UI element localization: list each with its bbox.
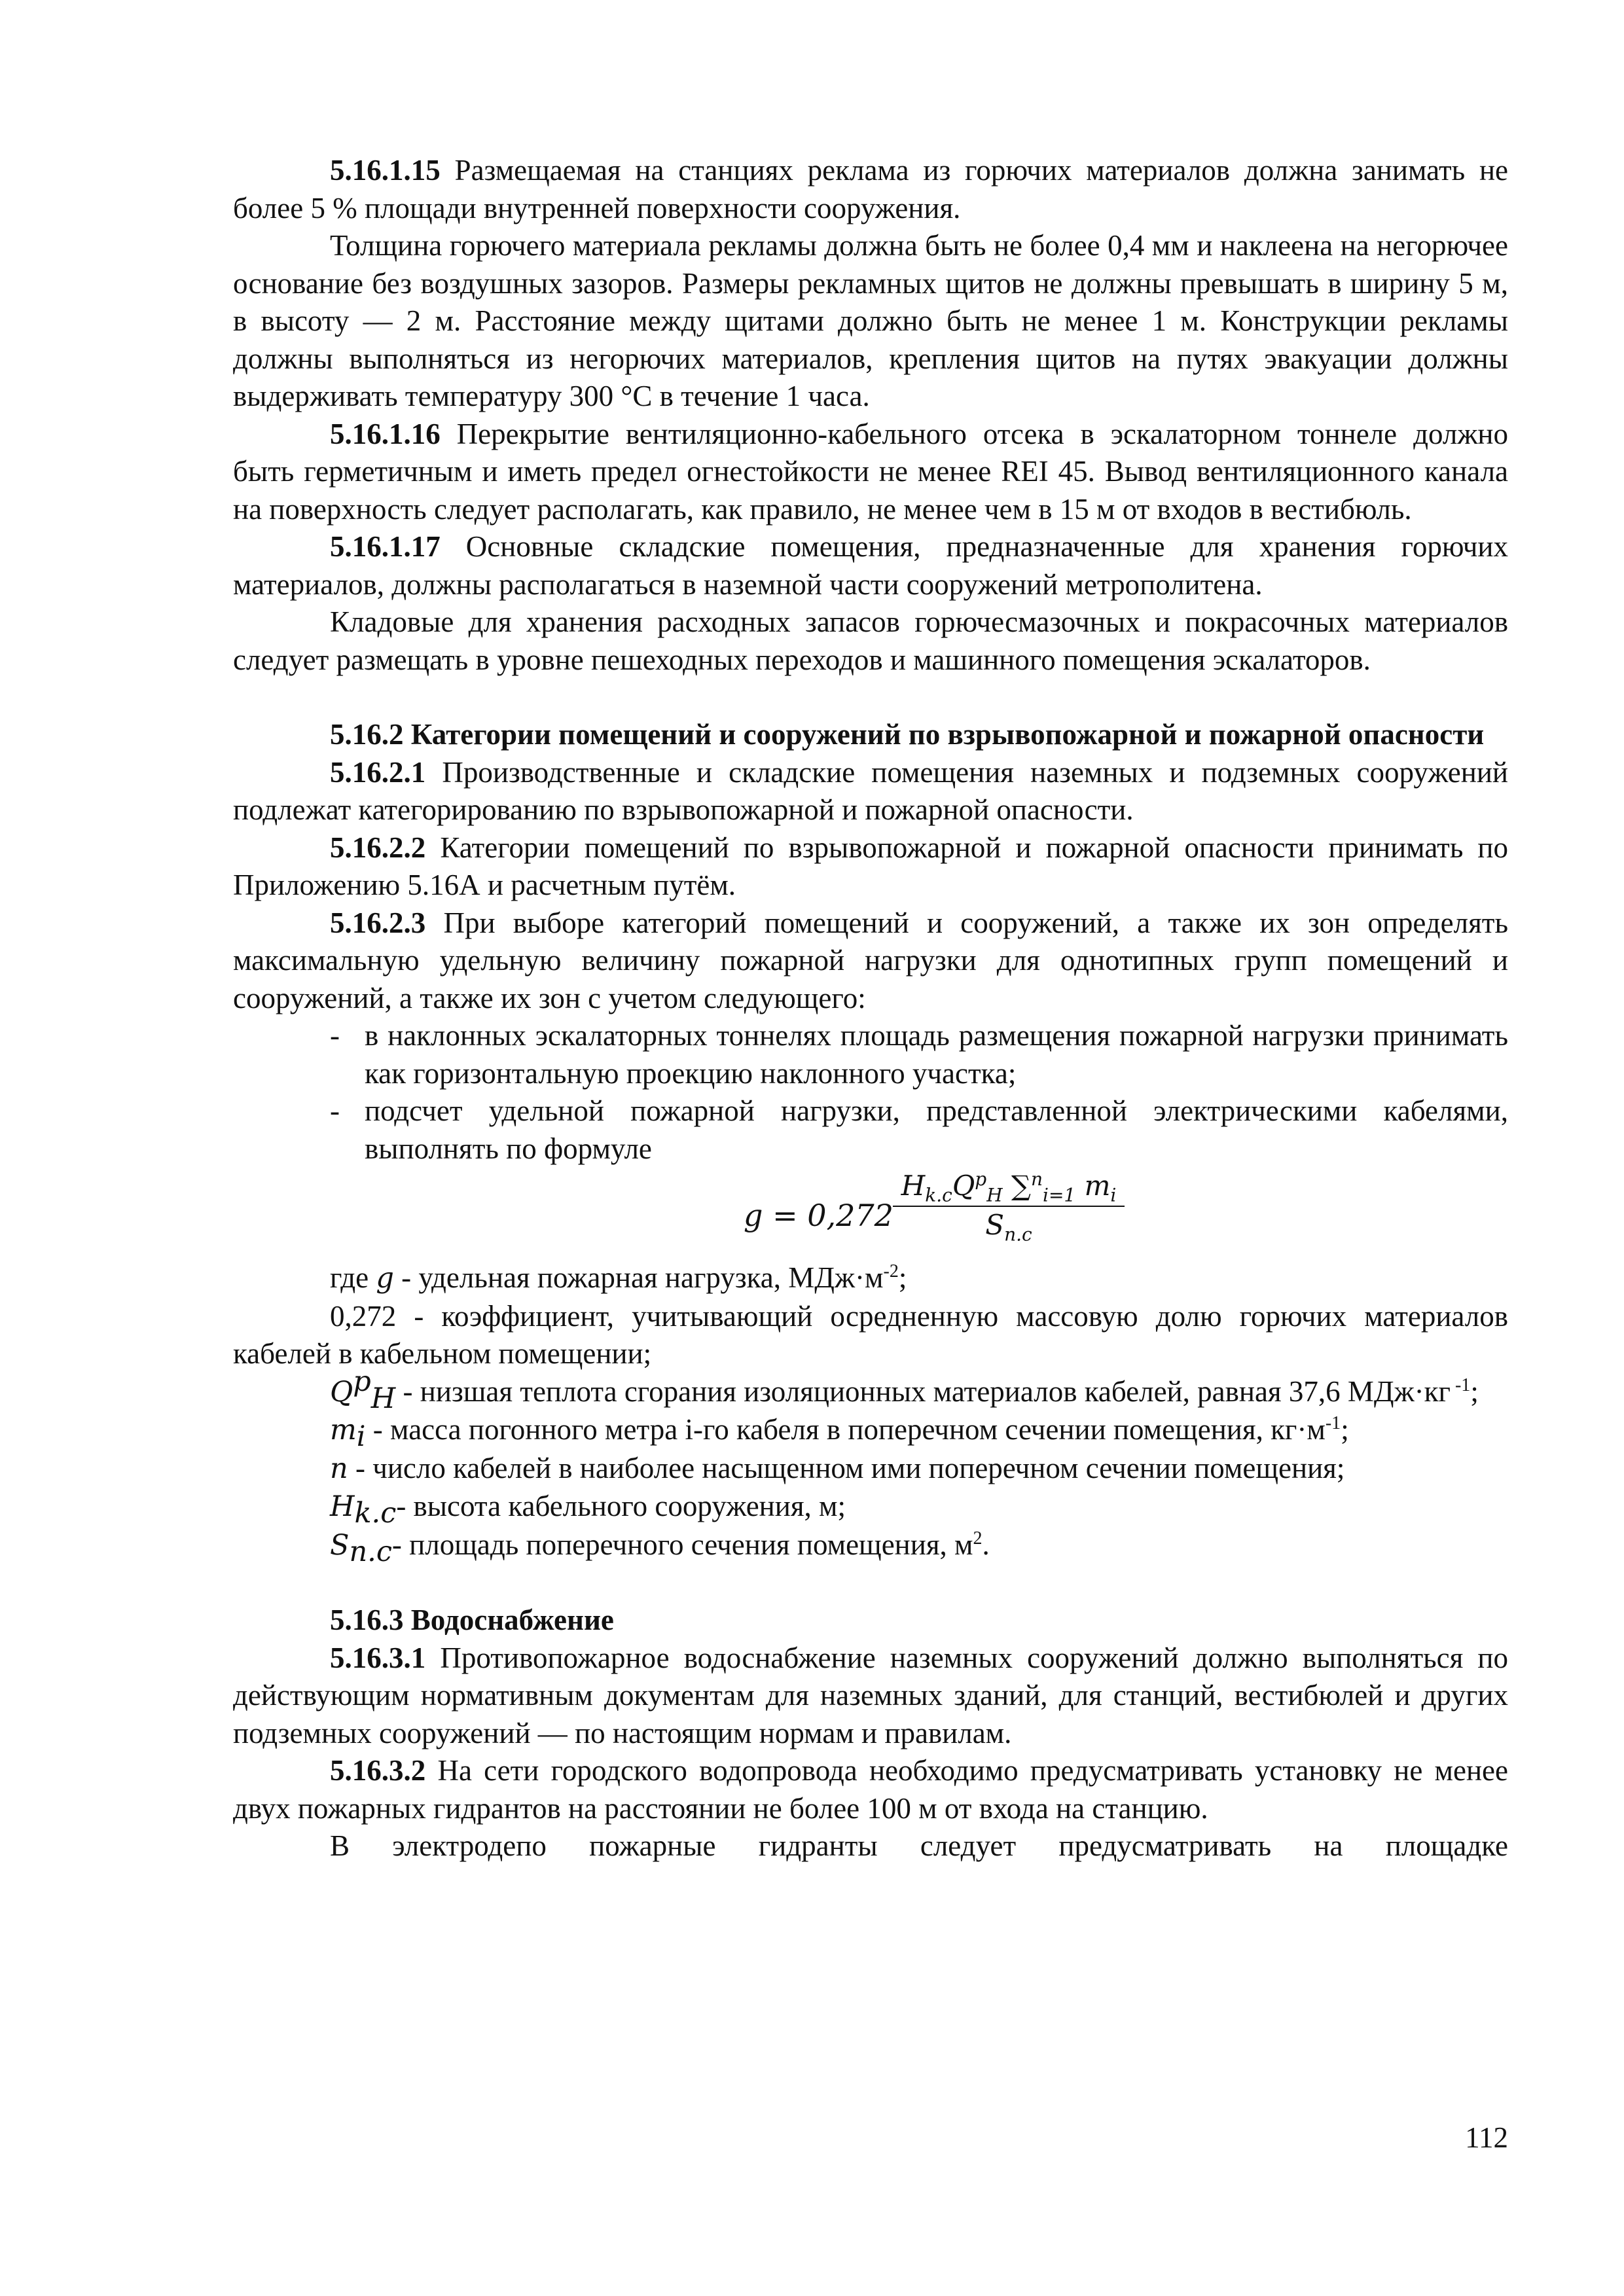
- page-number: 112: [1465, 2121, 1508, 2154]
- list-item: - в наклонных эскалаторных тоннелях площадь размещения пожарной нагрузки принимать как горизонтальную проекцию наклонного участка;: [233, 1017, 1508, 1092]
- list-item: - подсчет удельной пожарной нагрузки, представленной электрическими кабелями, выполнять по формуле: [233, 1092, 1508, 1168]
- paragraph-5-16-2-2: [233, 829, 1508, 905]
- definition-s: $S_{п.с}-$ площадь поперечного сечения помещения, $м^2$.: [330, 1528, 990, 1568]
- paragraph-text: Кладовые для хранения расходных запасов горючесмазочных и покрасочных материалов следует размещать в уровне пешеходных переходов и машинного помещения эскалаторов.: [233, 605, 1508, 676]
- definition-coefficient: 0,272 - коэффициент, учитывающий осредненную массовую долю горючих материалов кабелей в кабельном помещении;: [233, 1299, 1508, 1370]
- clause-number: 5.16.2.3: [330, 906, 426, 939]
- section-heading-5-16-3: 5.16.3 Водоснабжение: [330, 1604, 614, 1636]
- paragraph-storerooms: [233, 603, 1508, 679]
- list-dash: -: [330, 1019, 340, 1052]
- clause-number: 5.16.2.2: [330, 831, 426, 864]
- paragraph-5-16-2-3: [233, 905, 1508, 1018]
- paragraph-text: Толщина горючего материала рекламы должна быть не более 0,4 мм и наклеена на негорючее основание без воздушных зазоров. Размеры рекламных щитов не должны превышать в ширину 5 м, в высоту — 2 м. Расстояние между щитами должно быть не менее 1 м. Конструкции рекламы должны выполняться из негорючих материалов, крепления щитов на путях эвакуации должны выдерживать температуру 300 °С в течение 1 часа.: [233, 229, 1508, 412]
- paragraph-text: Противопожарное водоснабжение наземных сооружений должно выполняться по действующим нормативным документам для наземных зданий, для станций, вестибюлей и других подземных сооружений — по настоящим нормам и правилам.: [233, 1641, 1508, 1749]
- spacer: [233, 679, 1508, 716]
- paragraph-advertising-thickness: [233, 227, 1508, 416]
- paragraph-5-16-1-15: [233, 152, 1508, 227]
- definition-h: $H_{k.c}-$ высота кабельного сооружения, м;: [330, 1490, 846, 1530]
- paragraph-text: При выборе категорий помещений и сооружений, а также их зон определять максимальную удельную величину пожарной нагрузки для однотипных групп помещений и сооружений, а также их зон с учетом следующего:: [233, 906, 1508, 1014]
- clause-number: 5.16.3.1: [330, 1641, 426, 1674]
- definition-g: где g - удельная пожарная нагрузка, $МДж\cdot м^{-2}$;: [330, 1261, 907, 1295]
- paragraph-5-16-2-1: [233, 754, 1508, 829]
- clause-number: 5.16.1.16: [330, 417, 441, 450]
- dash-list: [233, 1017, 1508, 1168]
- paragraph-5-16-1-16: [233, 416, 1508, 529]
- paragraph-text: Категории помещений по взрывопожарной и пожарной опасности принимать по Приложению 5.16А и расчетным путём.: [233, 831, 1508, 901]
- clause-number: 5.16.3.2: [330, 1754, 426, 1787]
- paragraph-text: На сети городского водопровода необходимо предусматривать установку не менее двух пожарных гидрантов на расстоянии не более 100 м от входа на станцию.: [233, 1754, 1508, 1825]
- formula-fraction: [893, 1168, 1125, 1244]
- clause-number: 5.16.1.15: [330, 154, 441, 187]
- formula-lhs: g = 0,272: [744, 1198, 893, 1233]
- list-dash: -: [330, 1094, 340, 1127]
- document-page: [233, 152, 1508, 1865]
- paragraph-5-16-3-2: [233, 1752, 1508, 1827]
- clause-number: 5.16.2.1: [330, 755, 426, 789]
- definition-q: $Q^p_H$ - низшая теплота сгорания изоляционных материалов кабелей, равная 37,6 МДж·кг $^{-1}$;: [330, 1365, 1479, 1415]
- paragraph-text: Перекрытие вентиляционно-кабельного отсека в эскалаторном тоннеле должно быть герметичным и иметь предел огнестойкости не менее REI 45. Вывод вентиляционного канала на поверхность следует располагать, как правило, не менее чем в 15 м от входов в вестибюль.: [233, 417, 1508, 526]
- formula-numerator: $H_{k.c}Q^p_H$ ∑$^n_{i=1}$ $m_i$: [893, 1168, 1125, 1207]
- fire-load-formula: [233, 1168, 1508, 1259]
- spacer: [233, 1564, 1508, 1602]
- definition-m: $m_i$ - масса погонного метра i-го кабеля в поперечном сечении помещения, $кг\cdot м^{-1}$;: [330, 1413, 1349, 1453]
- definition-n: n - число кабелей в наиболее насыщенном ими поперечном сечении помещения;: [330, 1451, 1345, 1485]
- section-heading-5-16-2: 5.16.2 Категории помещений и сооружений по взрывопожарной и пожарной опасности: [330, 718, 1485, 751]
- paragraph-text: В электродепо пожарные гидранты следует предусматривать на площадке: [330, 1829, 1508, 1862]
- paragraph-text: Основные складские помещения, предназначенные для хранения горючих материалов, должны располагаться в наземной части сооружений метрополитена.: [233, 530, 1508, 601]
- clause-number: 5.16.1.17: [330, 530, 441, 563]
- paragraph-depot-hydrants: [233, 1827, 1508, 1865]
- paragraph-5-16-1-17: [233, 528, 1508, 603]
- paragraph-text: Производственные и складские помещения наземных и подземных сооружений подлежат категорированию по взрывопожарной и пожарной опасности.: [233, 755, 1508, 826]
- paragraph-5-16-3-1: [233, 1640, 1508, 1753]
- formula-denominator: $S_{п.с}$: [985, 1209, 1032, 1246]
- paragraph-text: Размещаемая на станциях реклама из горючих материалов должна занимать не более 5 % площади внутренней поверхности сооружения.: [233, 154, 1508, 224]
